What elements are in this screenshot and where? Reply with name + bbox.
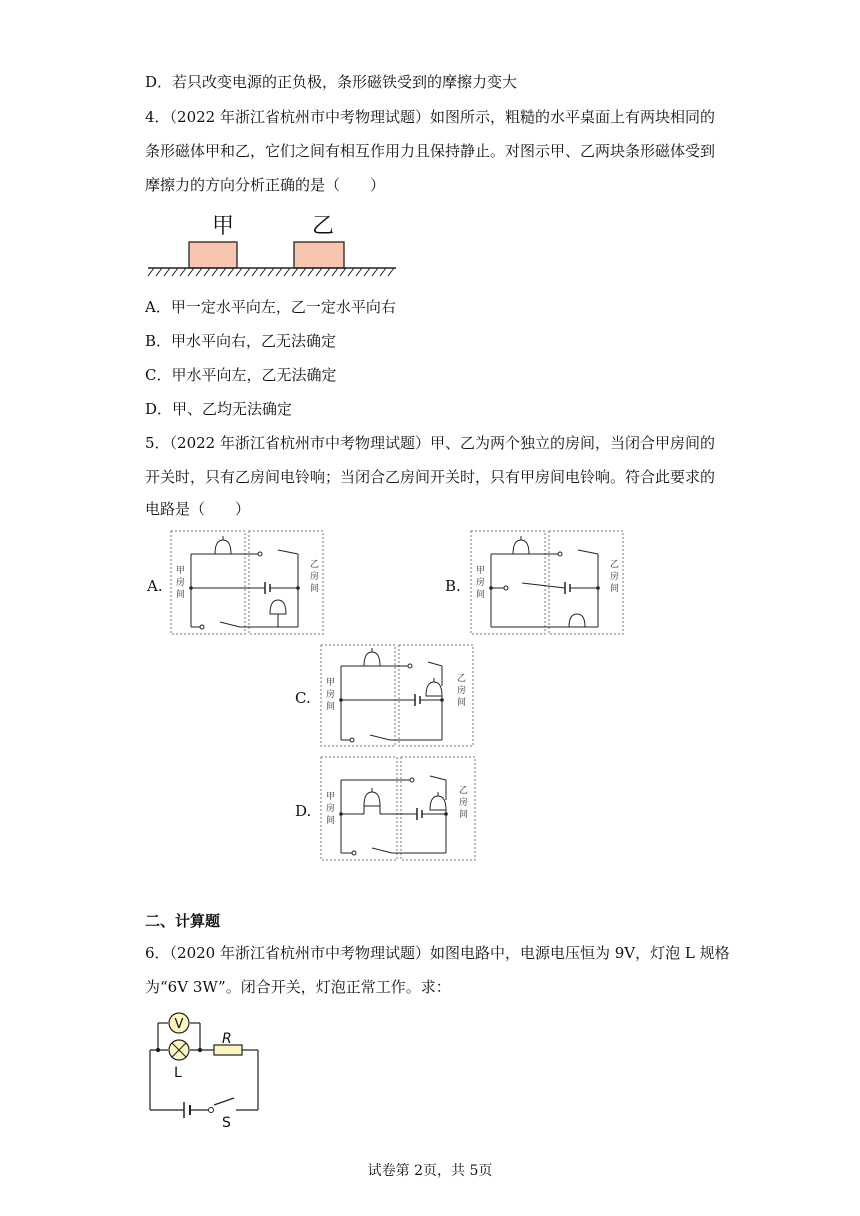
q5-circuit-c: [320, 644, 476, 748]
svg-text:甲: 甲: [326, 792, 336, 802]
page-footer: 试卷第 2页，共 5页: [367, 1163, 493, 1179]
bell-icon: [364, 648, 380, 666]
room-left-label: [326, 677, 335, 712]
switch-contact: [410, 778, 414, 782]
bell-icon: [430, 792, 446, 810]
switch-contact: [350, 738, 354, 742]
q6-stem-line1: 6．（2020 年浙江省杭州市中考物理试题）如图电路中，电源电压恒为 9V，灯泡 L 规格: [145, 944, 730, 962]
svg-text:间: 间: [457, 698, 467, 708]
switch-contact: [558, 552, 562, 556]
svg-text:甲: 甲: [326, 678, 336, 688]
svg-text:房: 房: [457, 686, 467, 696]
svg-text:乙: 乙: [459, 786, 469, 796]
switch-contact: [504, 586, 508, 590]
q6-circuit-figure: [140, 1005, 270, 1130]
bell-icon: [569, 614, 585, 627]
bell-icon: [270, 600, 286, 627]
q4-option-c: C．甲水平向左，乙无法确定: [145, 366, 337, 384]
switch-contact: [258, 552, 262, 556]
room-right-label: [610, 559, 619, 594]
q5-stem-line2: 开关时，只有乙房间电铃响；当闭合乙房间开关时，只有甲房间电铃响。符合此要求的: [145, 468, 716, 486]
svg-text:间: 间: [476, 590, 486, 600]
q5-label-b: B.: [445, 577, 461, 595]
q5-label-c: C.: [295, 689, 311, 707]
q4-stem-line1: 4．（2022 年浙江省杭州市中考物理试题）如图所示，粗糙的水平桌面上有两块相同的: [145, 108, 715, 126]
bell-icon: [364, 788, 380, 806]
q4-stem-line2: 条形磁体甲和乙，它们之间有相互作用力且保持静止。对图示甲、乙两块条形磁体受到: [145, 142, 716, 160]
svg-text:房: 房: [459, 798, 469, 808]
bell-icon: [215, 536, 231, 554]
q5-circuit-a: [170, 530, 326, 636]
room-right-label: [457, 673, 466, 708]
q5-label-a: A.: [147, 577, 163, 595]
svg-text:间: 间: [176, 590, 186, 600]
voltmeter-icon: [169, 1013, 189, 1033]
switch-contact: [200, 625, 204, 629]
svg-text:房: 房: [326, 690, 336, 700]
magnet-b-label: 乙: [312, 214, 335, 239]
table-hatching: [148, 268, 394, 276]
magnet-a: [189, 242, 237, 268]
switch-contact: [408, 664, 412, 668]
room-right-label: [459, 785, 468, 820]
bell-icon: [513, 536, 529, 554]
switch-label: S: [222, 1115, 231, 1130]
svg-text:房: 房: [610, 572, 620, 582]
room-left-label: [326, 791, 335, 826]
q5-circuit-d: [320, 756, 478, 862]
room-left-label: [476, 565, 485, 600]
svg-text:间: 间: [459, 810, 469, 820]
magnet-a-label: 甲: [212, 214, 235, 239]
q5-stem-line1: 5．（2022 年浙江省杭州市中考物理试题）甲、乙为两个独立的房间，当闭合甲房间的: [145, 434, 715, 452]
switch-contact: [352, 851, 356, 855]
svg-text:乙: 乙: [610, 560, 620, 570]
q5-label-d: D.: [295, 802, 312, 820]
room-left-label: [176, 565, 185, 600]
q5-circuit-b: [470, 530, 626, 636]
svg-text:乙: 乙: [457, 674, 467, 684]
bell-icon: [426, 678, 442, 696]
svg-text:间: 间: [326, 702, 336, 712]
section-heading: 二、计算题: [145, 912, 221, 930]
room-right-label: [310, 559, 319, 594]
q5-stem-line3: 电路是（ ）: [145, 500, 251, 518]
lamp-label: L: [174, 1065, 182, 1081]
svg-text:房: 房: [310, 572, 320, 582]
svg-text:甲: 甲: [176, 566, 186, 576]
switch-contact: [209, 1108, 214, 1113]
svg-text:房: 房: [326, 804, 336, 814]
q6-stem-line2: 为“6V 3W”。闭合开关，灯泡正常工作。求：: [145, 978, 451, 996]
svg-text:甲: 甲: [476, 566, 486, 576]
q4-stem-line3: 摩擦力的方向分析正确的是（ ）: [145, 176, 386, 194]
q4-option-d: D．甲、乙均无法确定: [145, 400, 293, 418]
svg-text:间: 间: [610, 584, 620, 594]
q3-option-d: D．若只改变电源的正负极，条形磁铁受到的摩擦力变大: [145, 73, 518, 91]
resistor-label: R: [222, 1031, 232, 1047]
svg-text:间: 间: [326, 816, 336, 826]
svg-text:V: V: [174, 1017, 184, 1032]
q4-option-b: B．甲水平向右，乙无法确定: [145, 332, 337, 350]
q4-option-a: A．甲一定水平向左，乙一定水平向右: [145, 298, 396, 316]
magnet-b: [294, 242, 344, 268]
svg-text:间: 间: [310, 584, 320, 594]
svg-text:房: 房: [476, 578, 486, 588]
svg-text:房: 房: [176, 578, 186, 588]
svg-text:乙: 乙: [310, 560, 320, 570]
lamp-icon: [169, 1040, 189, 1060]
q4-magnet-figure: [140, 205, 410, 285]
